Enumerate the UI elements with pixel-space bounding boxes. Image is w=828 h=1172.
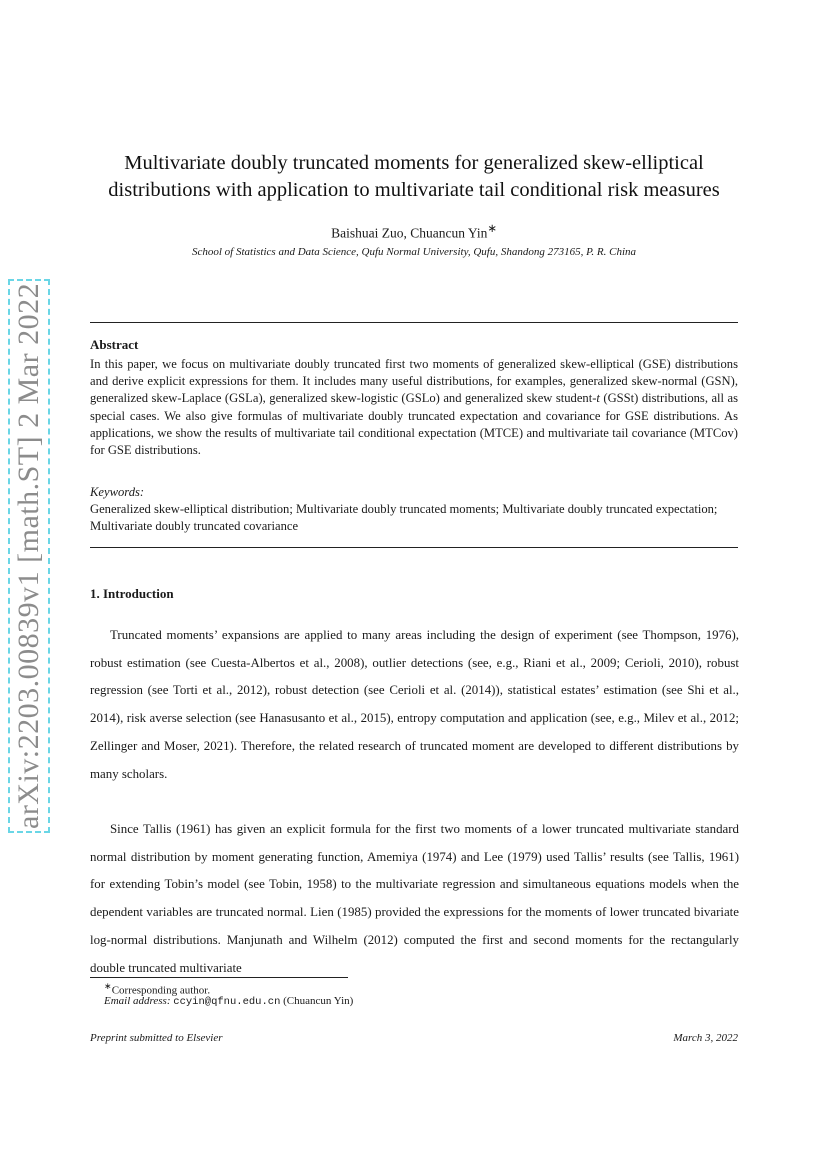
affiliation: School of Statistics and Data Science, Qufu Normal University, Qufu, Shandong 273165, P. R. China [191, 246, 637, 258]
author-list [80, 222, 748, 242]
title-line-2: distributions with application to multivariate tail conditional risk measures [108, 179, 720, 201]
footer-date: March 3, 2022 [673, 1032, 738, 1044]
abstract-heading: Abstract [90, 337, 139, 352]
author-footnote-mark[interactable]: ∗ [487, 223, 497, 235]
footnote-rule [90, 977, 348, 978]
paper-title [80, 150, 748, 204]
abstract-text-italic-t: t [596, 391, 600, 406]
footnote-corresponding-text: Corresponding author. [111, 984, 211, 997]
abstract-text [90, 356, 738, 459]
arxiv-stamp[interactable]: arXiv:2203.00839v1 [math.ST] 2 Mar 2022 [12, 282, 45, 829]
keywords-text: Generalized skew-elliptical distribution; Multivariate doubly truncated moments; Multivariate doubly truncated expectation; Multivariate doubly truncated covariance [90, 502, 718, 533]
abstract-text-part-2: (GSSt) distributions, all as special cases. We also give formulas of multivariate doubly truncated expectation and covariance for GSE distributions. As applications, we show the results of multivariate tail conditional expectation (MTCE) and multivariate tail covariance (MTCov) for GSE distributions. [90, 391, 738, 458]
footnote-email [104, 995, 353, 1008]
section-heading-introduction: 1. Introduction [90, 586, 174, 601]
email-link[interactable]: ccyin@qfnu.edu.cn [173, 996, 281, 1008]
abstract-text-part-1: In this paper, we focus on multivariate doubly truncated first two moments of generalized skew-elliptical (GSE) distributions and derive explicit expressions for them. It includes many useful distributions, for examples, generalized skew-normal (GSN), generalized skew-Laplace (GSLa), generalized skew-logistic (GSLo) and generalized skew student- [90, 357, 738, 406]
email-label: Email address: [104, 995, 171, 1007]
footnote-mark: ∗ [104, 981, 112, 991]
footer-preprint-note: Preprint submitted to Elsevier [90, 1032, 223, 1044]
intro-paragraph-1: Truncated moments’ expansions are applied to many areas including the design of experiment (see Thompson, 1976), robust estimation (see Cuesta-Albertos et al., 2008), outlier detections (see, e.g., Riani et al., 2009; Cerioli, 2010), robust regression (see Torti et al., 2012), robust detection (see Cerioli et al. (2014)), statistical estates’ estimation (see Shi et al., 2014), risk averse selection (see Hanasusanto et al., 2015), entropy computation and application (see, e.g., Milev et al., 2012; Zellinger and Moser, 2021). Therefore, the related research of truncated moment are developed to different distributions by many scholars. [90, 628, 739, 781]
email-name: (Chuancun Yin) [283, 995, 354, 1007]
keywords-heading: Keywords: [90, 485, 145, 499]
abstract-bottom-rule [90, 547, 738, 548]
intro-paragraph-2: Since Tallis (1961) has given an explicit formula for the first two moments of a lower truncated multivariate standard normal distribution by moment generating function, Amemiya (1974) and Lee (1979) used Tallis’ results (see Tallis, 1961) for extending Tobin’s model (see Tobin, 1958) to the multivariate regression and simultaneous equations models when the dependent variables are truncated normal. Lien (1985) provided the expressions for the moments of lower truncated bivariate log-normal distributions. Manjunath and Wilhelm (2012) computed the first and second moments for the rectangularly double truncated multivariate [90, 822, 739, 975]
title-line-1: Multivariate doubly truncated moments for generalized skew-elliptical [124, 152, 704, 174]
authors-text: Baishuai Zuo, Chuancun Yin [331, 225, 488, 241]
abstract-top-rule [90, 322, 738, 323]
